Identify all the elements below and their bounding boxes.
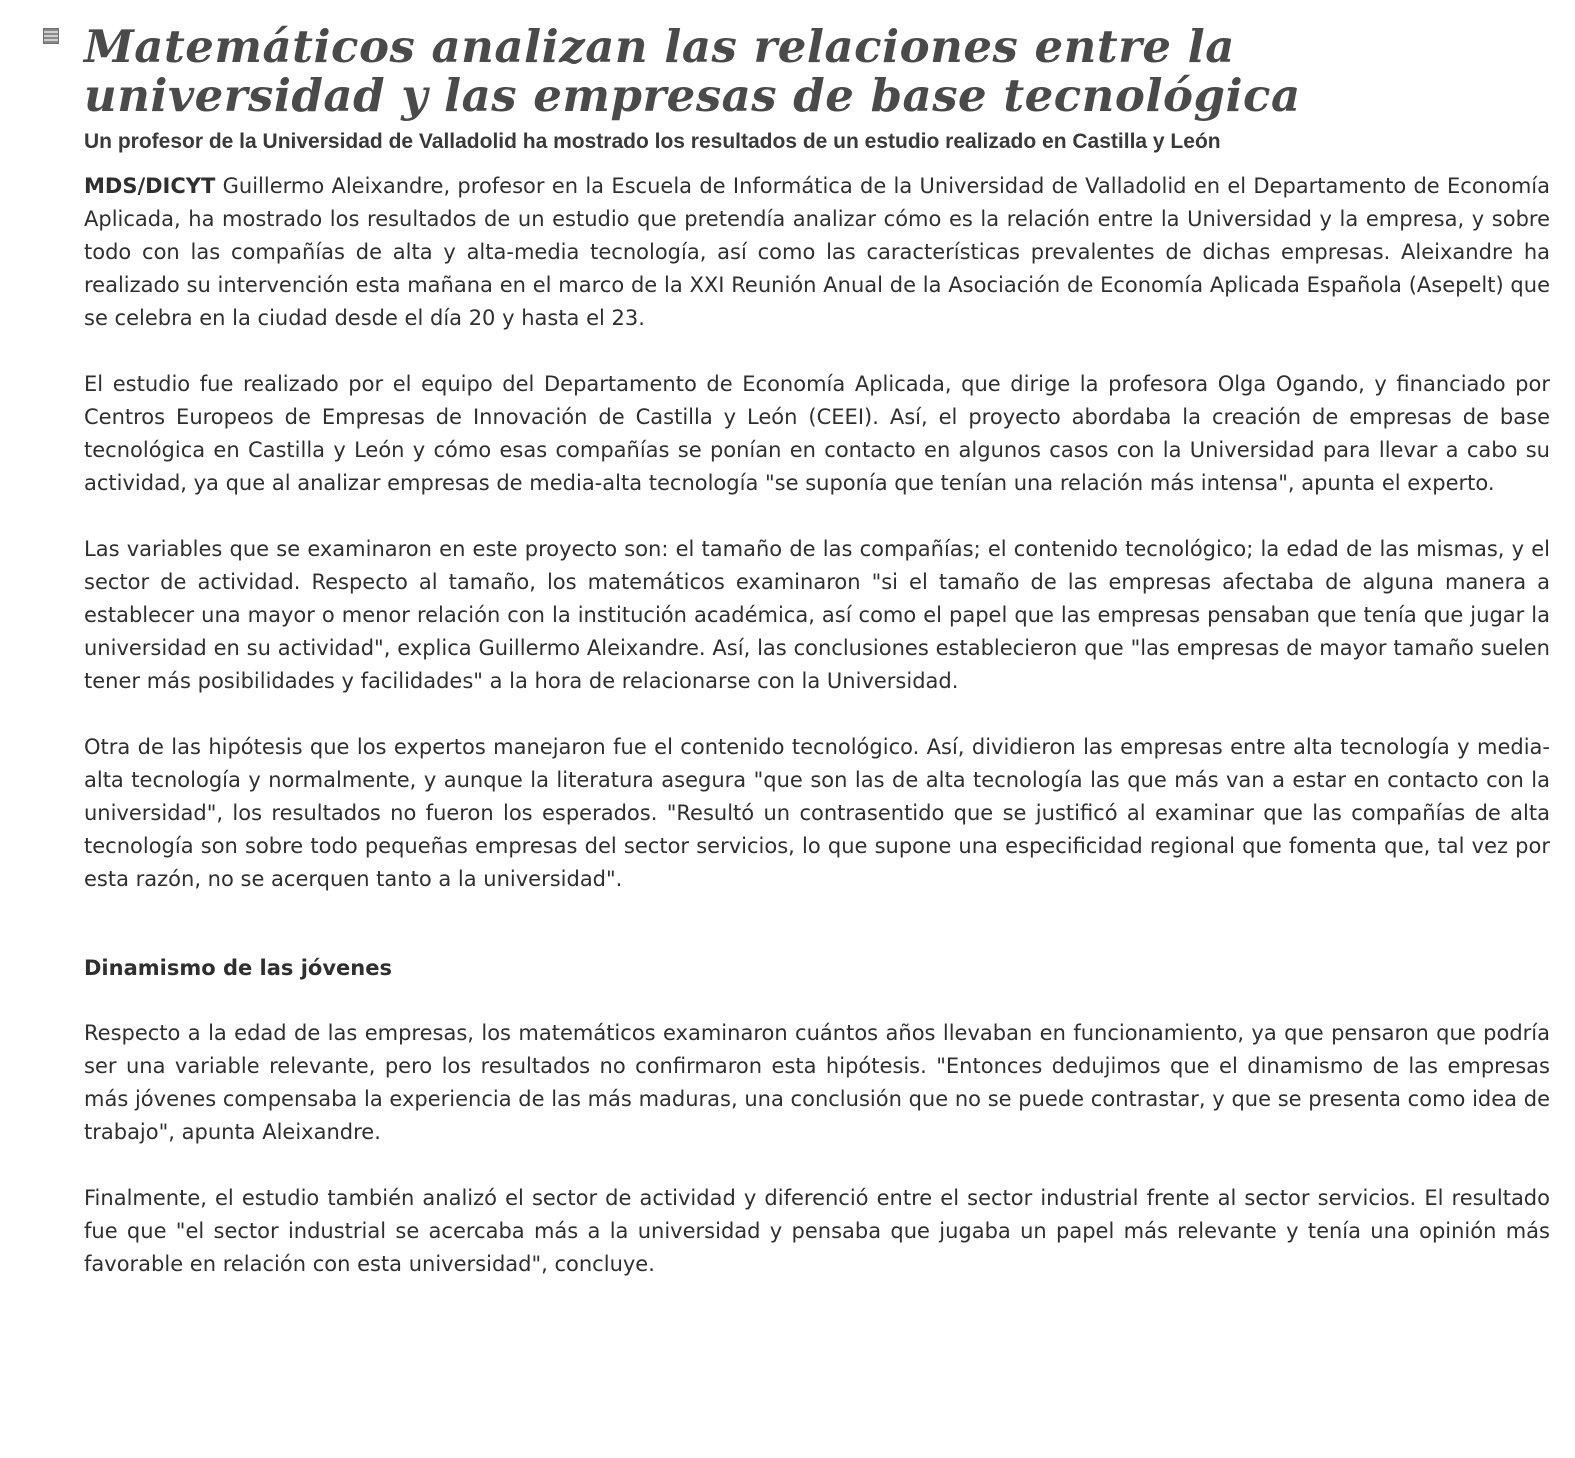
section-paragraph-1: Respecto a la edad de las empresas, los matemáticos examinaron cuántos años llevaban en funcionamiento, ya que pensaron que podría ser una variable relevante, pero los resultados no confirmaron esta hipótesis. "Entonces dedujimos que el dinamismo de las empresas más jóvenes compensaba la experiencia de las más maduras, una conclusión que no se puede contrastar, y que se presenta como idea de trabajo", apunta Aleixandre. (84, 1021, 1550, 1144)
article-paragraph-4: Otra de las hipótesis que los expertos manejaron fue el contenido tecnológico. Así, dividieron las empresas entre alta tecnología y media-alta tecnología y normalmente, y aunque la literatura asegura "que son las de alta tecnología las que más van a estar en contacto con la universidad", los resultados no fueron los esperados. "Resultó un contrasentido que se justificó al examinar que las compañías de alta tecnología son sobre todo pequeñas empresas del sector servicios, lo que supone una especificidad regional que fomenta que, tal vez por esta razón, no se acerquen tanto a la universidad". (84, 735, 1550, 891)
paragraph-1-text: Guillermo Aleixandre, profesor en la Escuela de Informática de la Universidad de Valladolid en el Departamento de Economía Aplicada, ha mostrado los resultados de un estudio que pretendía analizar cómo es la relación entre la Universidad y la empresa, y sobre todo con las compañías de alta y alta-media tecnología, así como las características prevalentes de dichas empresas. Aleixandre ha realizado su intervención esta mañana en el marco de la XXI Reunión Anual de la Asociación de Economía Aplicada Española (Asepelt) que se celebra en la ciudad desde el día 20 y hasta el 23. (84, 174, 1550, 330)
section-heading: Dinamismo de las jóvenes (84, 956, 392, 980)
title-bullet-icon (43, 28, 59, 44)
section-paragraph-2: Finalmente, el estudio también analizó el sector de actividad y diferenció entre el sector industrial frente al sector servicios. El resultado fue que "el sector industrial se acercaba más a la universidad y pensaba que jugaba un papel más relevante y tenía una opinión más favorable en relación con esta universidad", concluye. (84, 1186, 1550, 1276)
article-paragraph-2: El estudio fue realizado por el equipo del Departamento de Economía Aplicada, que dirige la profesora Olga Ogando, y financiado por Centros Europeos de Empresas de Innovación de Castilla y León (CEEI). Así, el proyecto abordaba la creación de empresas de base tecnológica en Castilla y León y cómo esas compañías se ponían en contacto en algunos casos con la Universidad para llevar a cabo su actividad, ya que al analizar empresas de media-alta tecnología "se suponía que tenían una relación más intensa", apunta el experto. (84, 372, 1550, 495)
news-article (84, 22, 1550, 1314)
article-byline: MDS/DICYT (84, 174, 216, 198)
article-subtitle: Un profesor de la Universidad de Valladolid ha mostrado los resultados de un estudio realizado en Castilla y León (84, 130, 1221, 153)
article-title: Matemáticos analizan las relaciones entre la universidad y las empresas de base tecnológica (84, 20, 1301, 122)
article-paragraph-3: Las variables que se examinaron en este proyecto son: el tamaño de las compañías; el contenido tecnológico; la edad de las mismas, y el sector de actividad. Respecto al tamaño, los matemáticos examinaron "si el tamaño de las empresas afectaba de alguna manera a establecer una mayor o menor relación con la institución académica, así como el papel que las empresas pensaban que tenía que jugar la universidad en su actividad", explica Guillermo Aleixandre. Así, las conclusiones establecieron que "las empresas de mayor tamaño suelen tener más posibilidades y facilidades" a la hora de relacionarse con la Universidad. (84, 537, 1550, 693)
article-paragraph-1 (84, 170, 1550, 335)
